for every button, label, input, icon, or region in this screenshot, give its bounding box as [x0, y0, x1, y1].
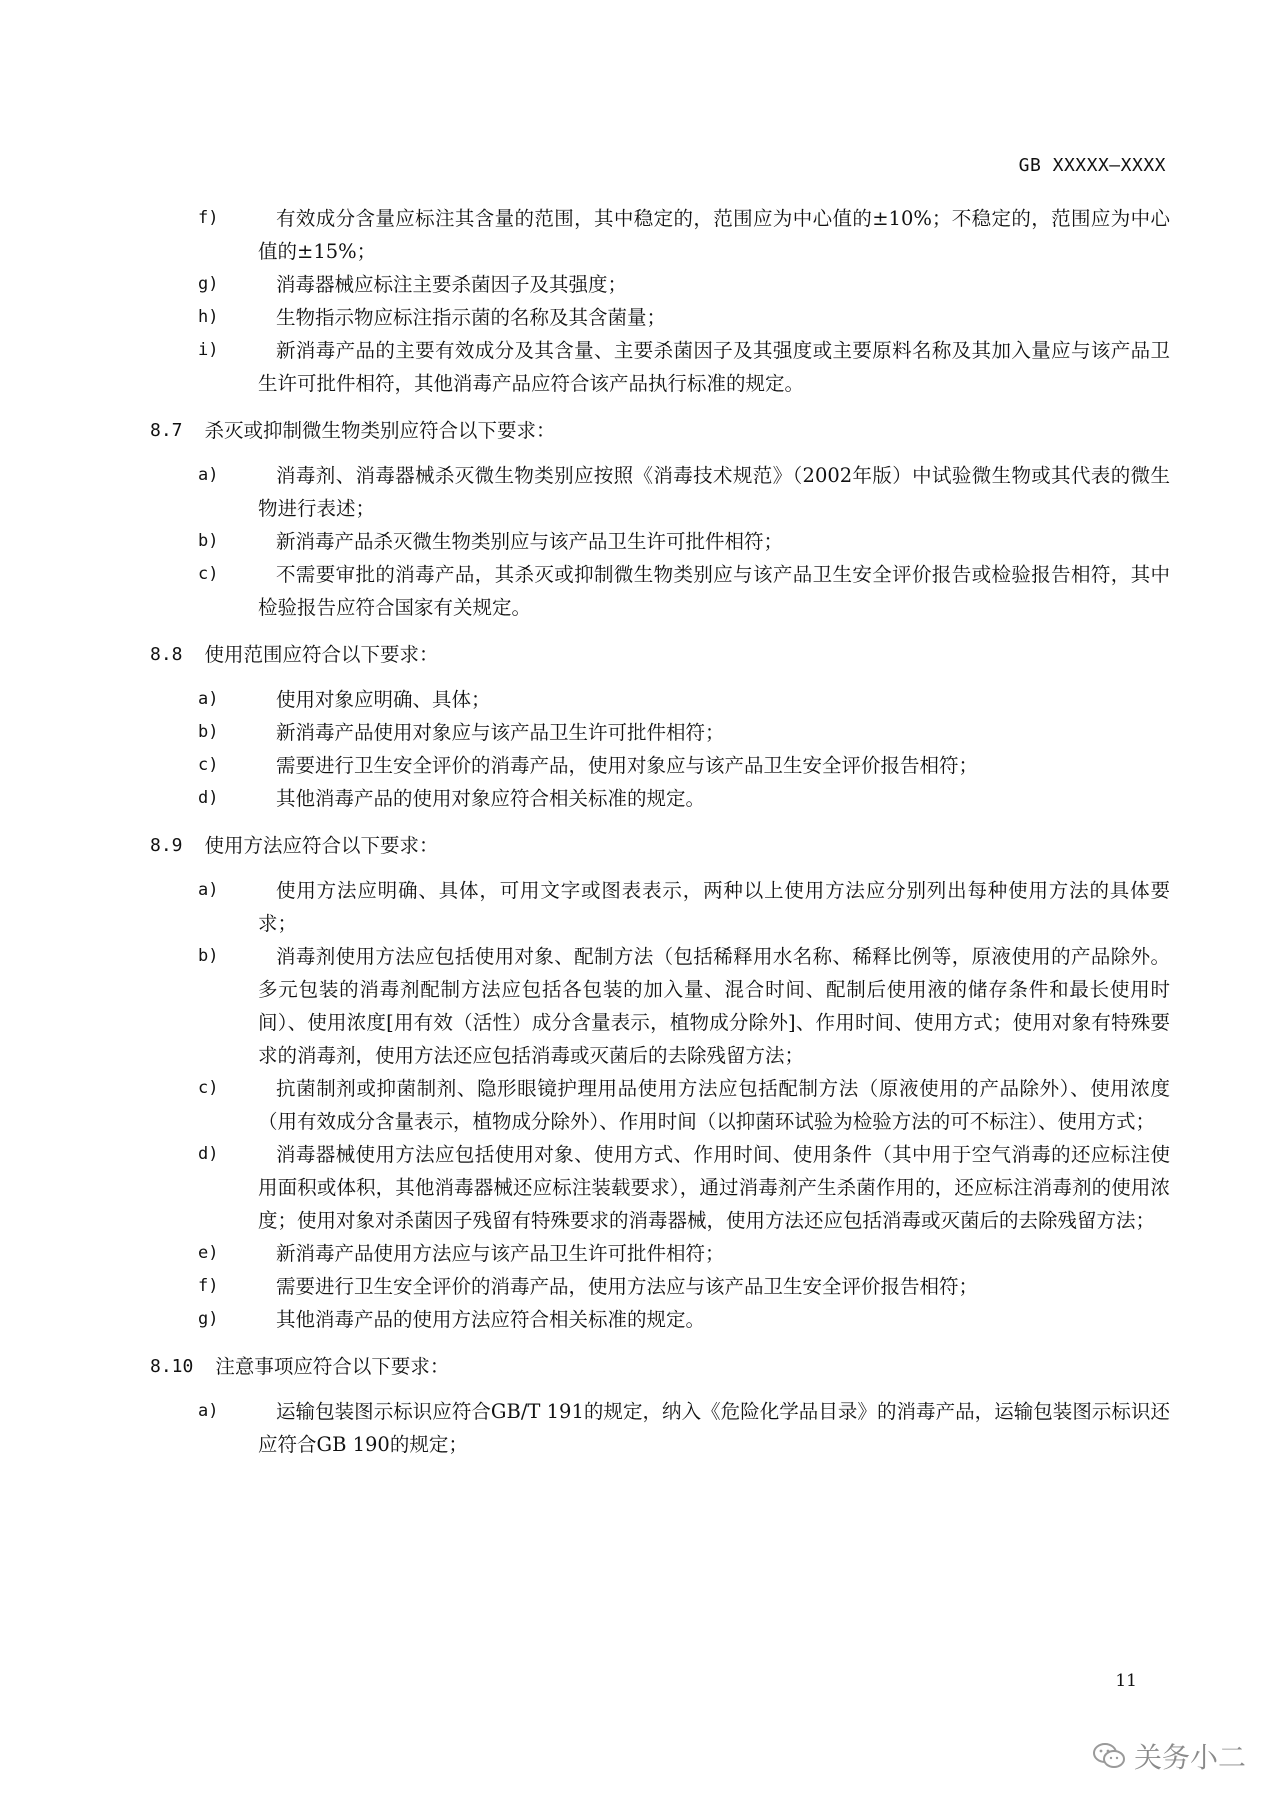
- list-item-text: 消毒剂、消毒器械杀灭微生物类别应按照《消毒技术规范》（2002年版）中试验微生物或其代表的微生物进行表述；: [258, 464, 1170, 520]
- section-heading: [150, 414, 1170, 447]
- list-item: [150, 749, 1170, 782]
- list-item-text: 新消毒产品使用方法应与该产品卫生许可批件相符；: [276, 1242, 725, 1265]
- list-item-text: 不需要审批的消毒产品，其杀灭或抑制微生物类别应与该产品卫生安全评价报告或检验报告相符，其中检验报告应符合国家有关规定。: [258, 563, 1170, 619]
- list-item: [150, 525, 1170, 558]
- watermark: [1092, 1736, 1246, 1776]
- list-item-marker: f): [198, 1276, 219, 1296]
- list-item-marker: i): [198, 340, 219, 360]
- section-title: 使用范围应符合以下要求：: [204, 643, 439, 666]
- list-item-marker: a): [198, 1401, 219, 1421]
- list-item: [150, 1237, 1170, 1270]
- list-item-marker: f): [198, 208, 219, 228]
- list-item-marker: a): [198, 689, 219, 709]
- list-item-text: 其他消毒产品的使用对象应符合相关标准的规定。: [276, 787, 706, 810]
- list-item: [150, 268, 1170, 301]
- section-number: 8.9: [150, 835, 183, 856]
- list-item-marker: d): [198, 1144, 219, 1164]
- section-heading: [150, 829, 1170, 862]
- list-item-text: 有效成分含量应标注其含量的范围，其中稳定的，范围应为中心值的±10%；不稳定的，范围应为中心值的±15%；: [258, 207, 1170, 263]
- section-title: 使用方法应符合以下要求：: [204, 834, 439, 857]
- list-item-marker: c): [198, 1078, 219, 1098]
- page-number: 11: [1115, 1671, 1137, 1691]
- list-item-text: 消毒器械应标注主要杀菌因子及其强度；: [276, 273, 628, 296]
- document-body: [150, 202, 1170, 1461]
- section-heading: [150, 1350, 1170, 1383]
- list-item-marker: c): [198, 755, 219, 775]
- section-number: 8.10: [150, 1356, 194, 1377]
- list-item: [150, 558, 1170, 624]
- list-item-text: 使用对象应明确、具体；: [276, 688, 491, 711]
- section-number: 8.8: [150, 644, 183, 665]
- list-item: [150, 716, 1170, 749]
- list-item: [150, 301, 1170, 334]
- list-item-text: 新消毒产品杀灭微生物类别应与该产品卫生许可批件相符；: [276, 530, 784, 553]
- watermark-text: 关务小二: [1133, 1741, 1246, 1774]
- list-item-text: 抗菌制剂或抑菌制剂、隐形眼镜护理用品使用方法应包括配制方法（原液使用的产品除外）、使用浓度（用有效成分含量表示，植物成分除外）、作用时间（以抑菌环试验为检验方法的可不标注）、使用方式；: [258, 1077, 1170, 1133]
- list-item-marker: d): [198, 788, 219, 808]
- list-item-marker: g): [198, 274, 219, 294]
- list-item: [150, 940, 1170, 1072]
- section-title: 注意事项应符合以下要求：: [215, 1355, 450, 1378]
- standard-code: GB XXXXX—XXXX: [1018, 155, 1166, 176]
- list-item-marker: b): [198, 722, 219, 742]
- list-item: [150, 1395, 1170, 1461]
- list-item: [150, 782, 1170, 815]
- list-item-text: 需要进行卫生安全评价的消毒产品，使用方法应与该产品卫生安全评价报告相符；: [276, 1275, 979, 1298]
- list-item: [150, 334, 1170, 400]
- list-item: [150, 202, 1170, 268]
- list-item-marker: a): [198, 880, 219, 900]
- list-item-text: 消毒剂使用方法应包括使用对象、配制方法（包括稀释用水名称、稀释比例等，原液使用的产品除外。多元包装的消毒剂配制方法应包括各包装的加入量、混合时间、配制后使用液的储存条件和最长使用时间）、使用浓度[用有效（活性）成分含量表示，植物成分除外]、作用时间、使用方式；使用对象有特殊要求的消毒剂，使用方法还应包括消毒或灭菌后的去除残留方法；: [258, 945, 1170, 1067]
- list-item: [150, 1270, 1170, 1303]
- list-item-text: 生物指示物应标注指示菌的名称及其含菌量；: [276, 306, 667, 329]
- list-item: [150, 1303, 1170, 1336]
- list-item-marker: b): [198, 946, 219, 966]
- list-item-text: 运输包装图示标识应符合GB/T 191的规定，纳入《危险化学品目录》的消毒产品，运输包装图示标识还应符合GB 190的规定；: [258, 1400, 1170, 1456]
- list-item-marker: c): [198, 564, 219, 584]
- list-item-text: 新消毒产品的主要有效成分及其含量、主要杀菌因子及其强度或主要原料名称及其加入量应与该产品卫生许可批件相符，其他消毒产品应符合该产品执行标准的规定。: [258, 339, 1170, 395]
- list-item-text: 消毒器械使用方法应包括使用对象、使用方式、作用时间、使用条件（其中用于空气消毒的还应标注使用面积或体积，其他消毒器械还应标注装载要求），通过消毒剂产生杀菌作用的，还应标注消毒剂的使用浓度；使用对象对杀菌因子残留有特殊要求的消毒器械，使用方法还应包括消毒或灭菌后的去除残留方法；: [258, 1143, 1170, 1232]
- list-item-marker: b): [198, 531, 219, 551]
- list-item: [150, 683, 1170, 716]
- list-item-text: 新消毒产品使用对象应与该产品卫生许可批件相符；: [276, 721, 725, 744]
- list-item: [150, 1138, 1170, 1237]
- list-item-text: 使用方法应明确、具体，可用文字或图表表示，两种以上使用方法应分别列出每种使用方法的具体要求；: [258, 879, 1170, 935]
- list-item-marker: e): [198, 1243, 219, 1263]
- section-heading: [150, 638, 1170, 671]
- list-item-text: 需要进行卫生安全评价的消毒产品，使用对象应与该产品卫生安全评价报告相符；: [276, 754, 979, 777]
- list-item-marker: h): [198, 307, 219, 327]
- wechat-icon: [1092, 1742, 1126, 1770]
- list-item: [150, 874, 1170, 940]
- list-item: [150, 459, 1170, 525]
- list-item-marker: a): [198, 465, 219, 485]
- section-number: 8.7: [150, 420, 183, 441]
- list-item-marker: g): [198, 1309, 219, 1329]
- section-title: 杀灭或抑制微生物类别应符合以下要求：: [204, 419, 556, 442]
- list-item: [150, 1072, 1170, 1138]
- list-item-text: 其他消毒产品的使用方法应符合相关标准的规定。: [276, 1308, 706, 1331]
